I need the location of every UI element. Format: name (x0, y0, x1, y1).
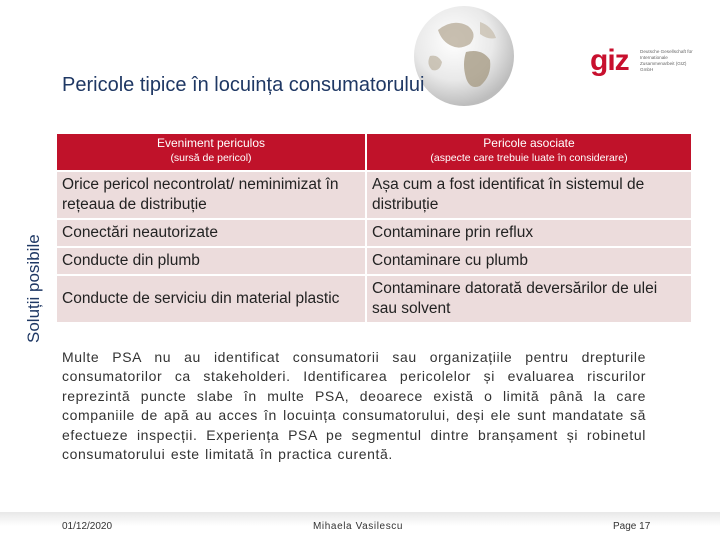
globe-image (408, 0, 520, 112)
footer-page-number: Page 17 (613, 521, 651, 532)
table-cell: Conducte din plumb (57, 248, 365, 274)
table-row (57, 248, 691, 274)
table-cell: Conectări neautorizate (57, 220, 365, 246)
table-cell: Contaminare prin reflux (367, 220, 691, 246)
header-associated-hazards (367, 134, 691, 170)
hazards-table (55, 132, 693, 324)
logo-tagline: Deutsche Gesellschaft für Internationale Zusammenarbeit (GIZ) GmbH (640, 49, 693, 72)
header-title: Eveniment periculos (156, 136, 266, 150)
table-cell: Orice pericol necontrolat/ neminimizat în rețeaua de distribuție (57, 172, 365, 218)
page-title: Pericole tipice în locuința consumatorului (62, 74, 425, 96)
footer-date: 01/12/2020 (62, 521, 113, 532)
footer-author: Mihaela Vasilescu (313, 521, 404, 532)
header-title: Pericole asociate (483, 136, 575, 150)
giz-logo (590, 44, 700, 78)
table-cell: Conducte de serviciu din material plastic (57, 276, 365, 322)
table-header-row (57, 134, 691, 170)
table-row (57, 220, 691, 246)
header-subtitle: (sursă de pericol) (170, 152, 252, 164)
table-row (57, 172, 691, 218)
table-cell: Contaminare cu plumb (367, 248, 691, 274)
header-hazard-event (57, 134, 365, 170)
side-label: Soluții posibile (24, 234, 43, 343)
header-subtitle: (aspecte care trebuie luate în considerare) (430, 152, 628, 164)
table-cell: Contaminare datorată deversărilor de ulei sau solvent (367, 276, 691, 322)
body-paragraph: Multe PSA nu au identificat consumatorii sau organizațiile pentru drepturile consumatorilor ca stakeholderi. Identificarea pericolelor și evaluarea riscurilor reprezintă puncte slabe în multe PSA, deoarece există o limită până la care companiile de apă au acces în locuința consumatorului, deși ele sunt mandatate să efectueze inspecții. Experiența PSA pe segmentul dintre branșament și robinetul consumatorului este limitată în practica curentă. (62, 349, 646, 463)
table-row (57, 276, 691, 322)
table-cell: Așa cum a fost identificat în sistemul de distribuție (367, 172, 691, 218)
logo-wordmark: giz (590, 44, 629, 77)
